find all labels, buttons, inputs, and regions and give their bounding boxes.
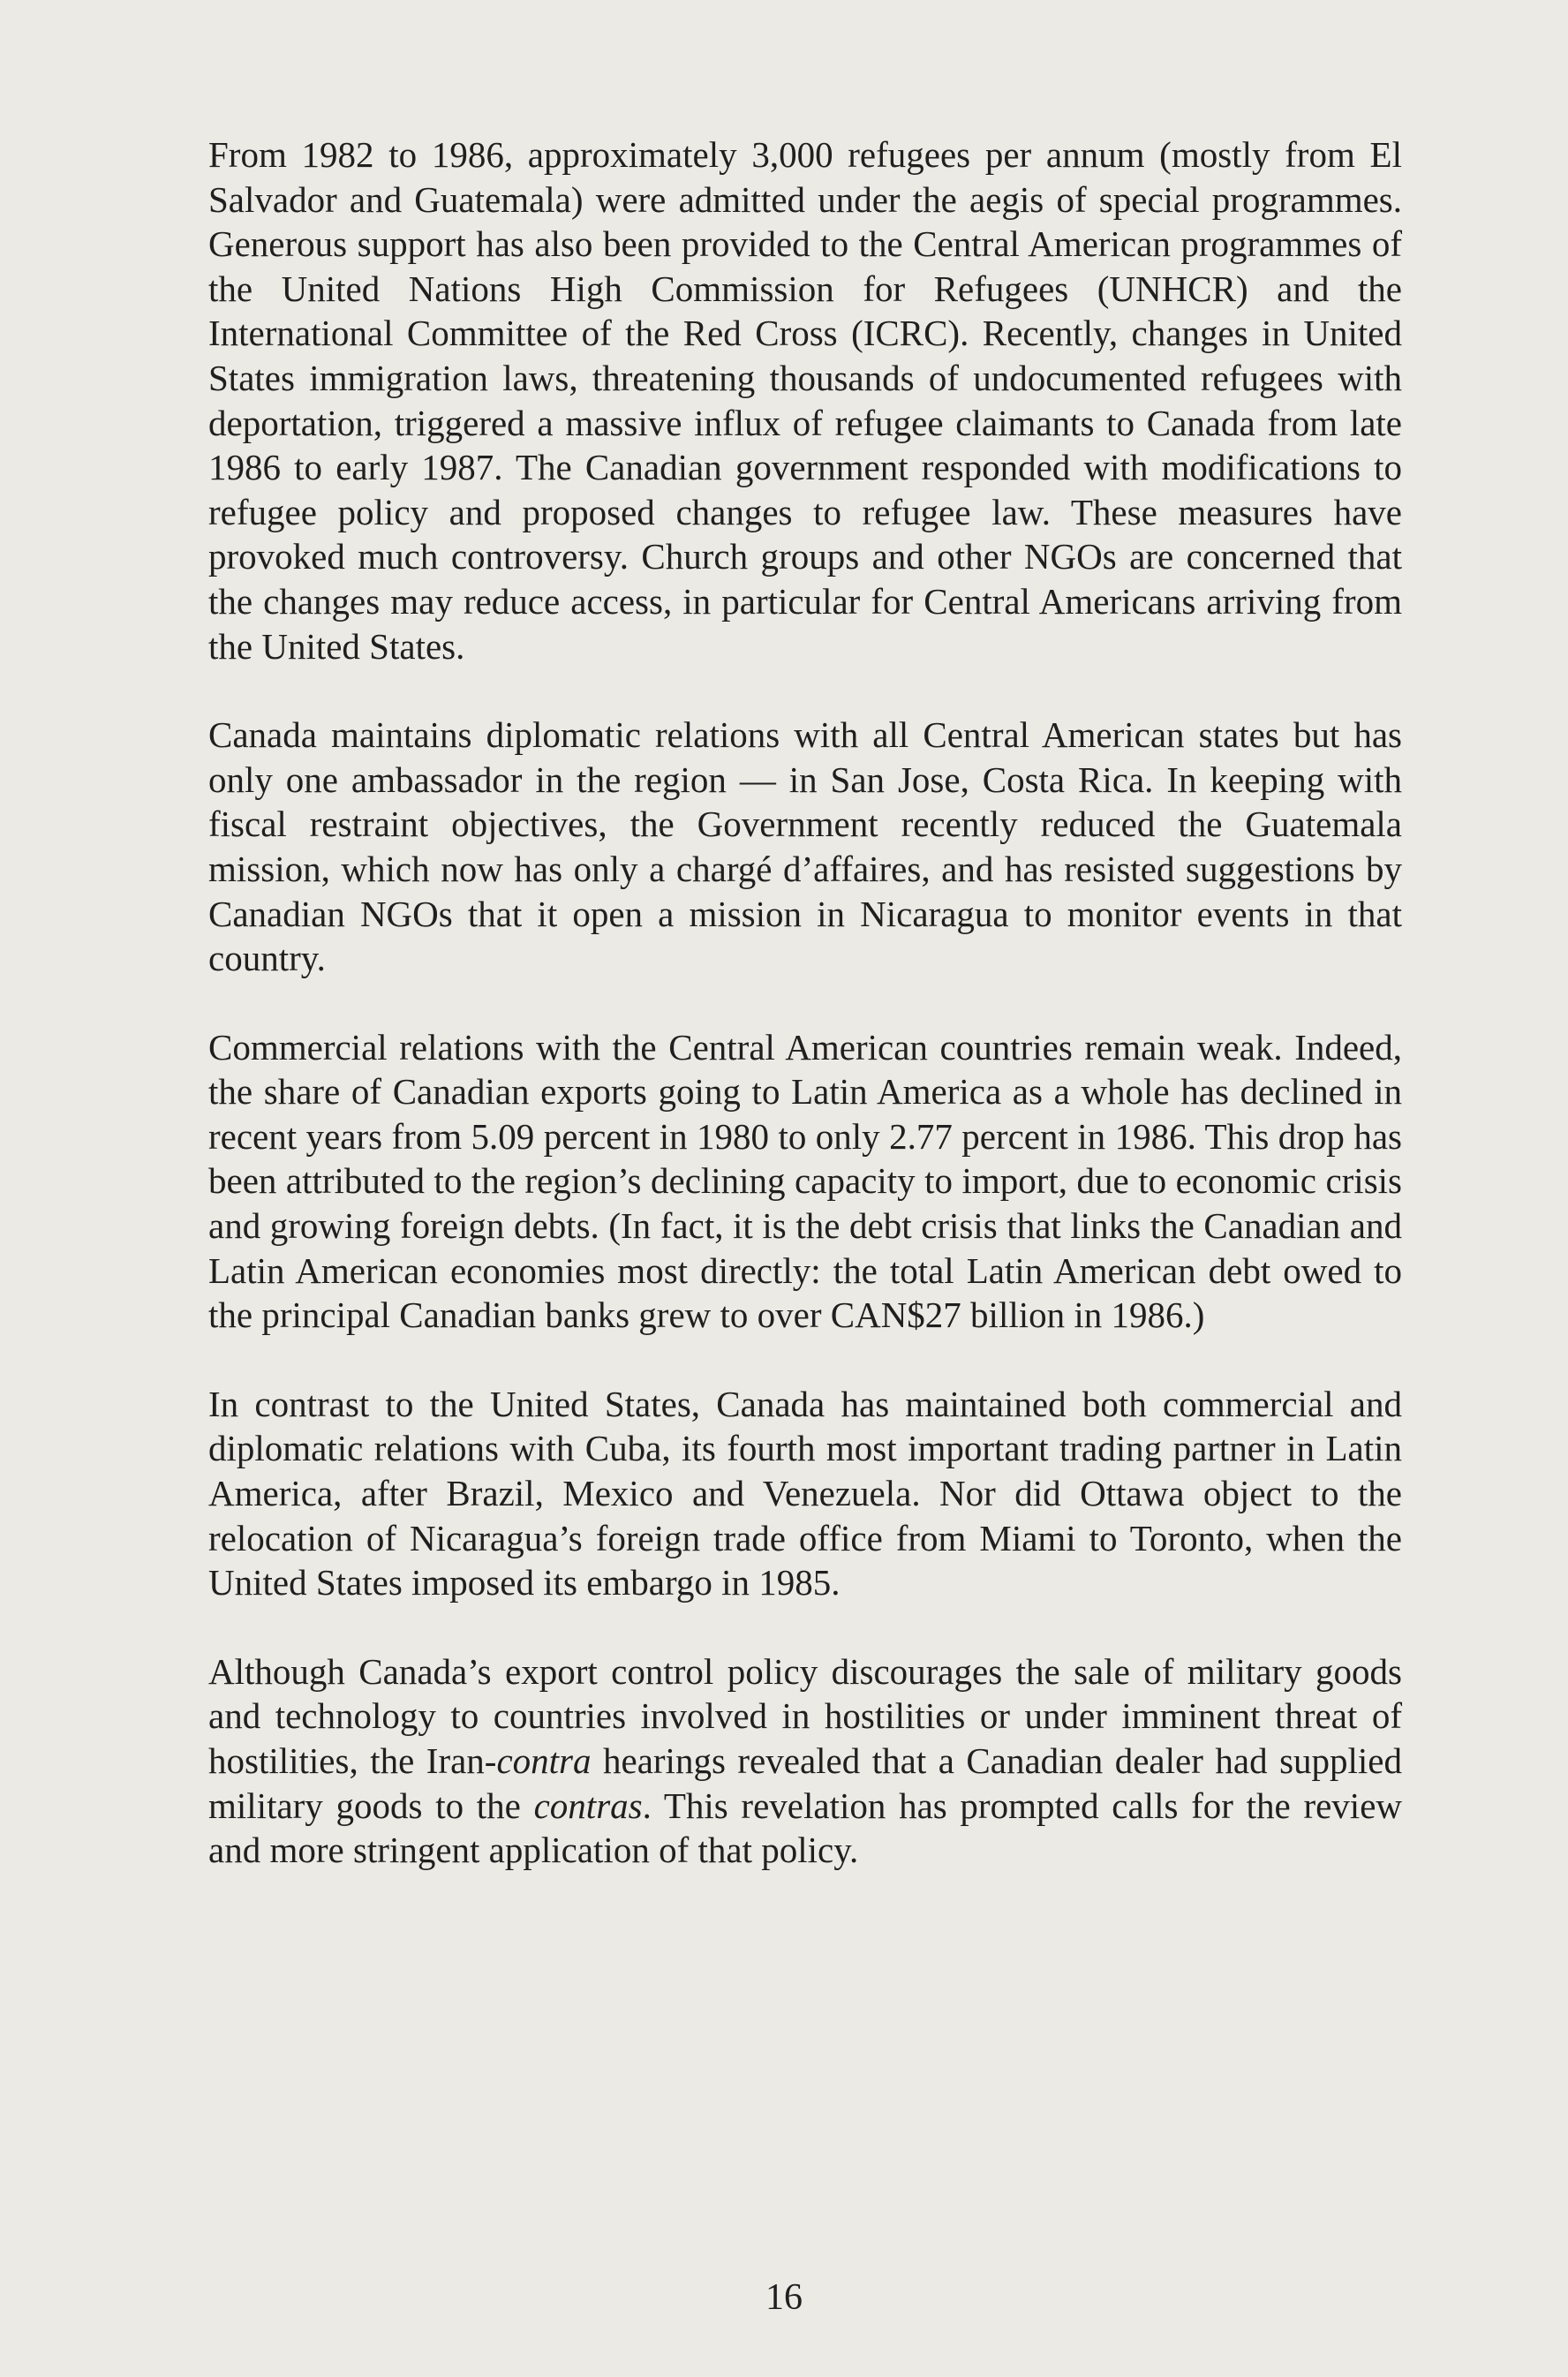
page-number: 16 bbox=[765, 2277, 803, 2318]
italic-term: contra bbox=[496, 1740, 592, 1781]
paragraph-refugees bbox=[208, 132, 1402, 668]
paragraph-text: In contrast to the United States, Canada has maintained both commercial and diplomatic relations with Cuba, its fourth most important trading partner in Latin America, after Brazil, Mexico and Venezuela. Nor did Ottawa object to the relocation of Nicaragua’s foreign trade office from Miami to Toronto, when the United States imposed its embargo in 1985. bbox=[208, 1383, 1402, 1604]
body-text bbox=[208, 132, 1402, 1873]
paragraph-text: Commercial relations with the Central American countries remain weak. Indeed, the share of Canadian exports going to Latin America as a whole has declined in recent years from 5.09 percent in 1980 to only 2.77 percent in 1986. This drop has been attributed to the region’s declining capacity to import, due to economic crisis and growing foreign debts. (In fact, it is the debt crisis that links the Canadian and Latin American economies most directly: the total Latin American debt owed to the principal Canadian banks grew to over CAN$27 billion in 1986.) bbox=[208, 1026, 1402, 1336]
paragraph-commercial-relations bbox=[208, 1025, 1402, 1338]
paragraph-export-control bbox=[208, 1649, 1402, 1873]
paragraph-text: Although Canada’s export control policy discourages the sale of military goods and technology to countries involved in hostilities or under imminent threat of hostilities, the Iran- bbox=[208, 1650, 1402, 1781]
paragraph-text: hearings revealed that a Canadian dealer had supplied military goods to the bbox=[208, 1740, 1402, 1826]
italic-term: contras bbox=[533, 1785, 643, 1826]
paragraph-text: Canada maintains diplomatic relations with all Central American states but has only one ambassador in the region — in San Jose, Costa Rica. In keeping with fiscal restraint objectives, the Government recently reduced the Guatemala mission, which now has only a chargé d’affaires, and has resisted suggestions by Canadian NGOs that it open a mission in Nicaragua to monitor events in that country. bbox=[208, 714, 1402, 979]
paragraph-cuba-relations bbox=[208, 1382, 1402, 1605]
paragraph-text: From 1982 to 1986, approximately 3,000 refugees per annum (mostly from El Salvador and Guatemala) were admitted under the aegis of special programmes. Generous support has also been provided to the Central American programmes of the United Nations High Commission for Refugees (UNHCR) and the International Committee of the Red Cross (ICRC). Recently, changes in United States immigration laws, threatening thousands of undocumented refugees with deportation, triggered a massive influx of refugee claimants to Canada from late 1986 to early 1987. The Canadian government responded with modifications to refugee policy and proposed changes to refugee law. These measures have provoked much controversy. Church groups and other NGOs are concerned that the changes may reduce access, in particular for Central Americans arriving from the United States. bbox=[208, 134, 1402, 667]
paragraph-diplomatic-relations bbox=[208, 713, 1402, 981]
paragraph-text: . This revelation has prompted calls for the review and more stringent application of that policy. bbox=[208, 1785, 1403, 1871]
